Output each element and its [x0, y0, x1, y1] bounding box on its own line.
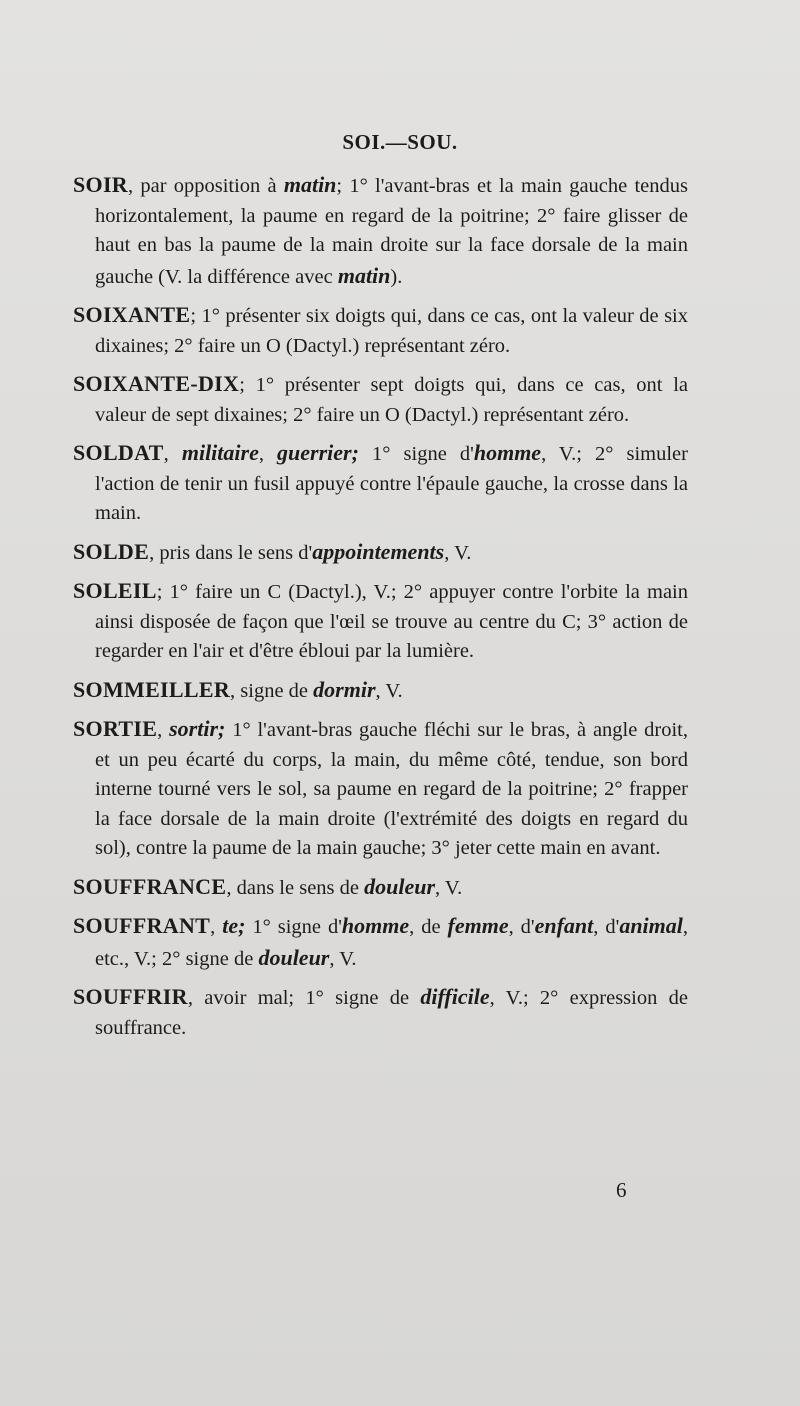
headword: SOLDE — [73, 538, 150, 564]
definition-text: , etc., V.; 2° signe de — [95, 916, 689, 970]
cross-reference-term: femme — [447, 913, 509, 938]
definition-text: , d' — [593, 916, 620, 938]
headword: SOUFFRANT — [73, 913, 211, 938]
headword: SOUFFRIR — [73, 984, 188, 1009]
definition-text: , V. — [375, 679, 403, 702]
definition-text: , V. — [444, 541, 472, 564]
definition-text: 1° signe d' — [245, 916, 342, 938]
definition-text: , — [157, 719, 170, 741]
cross-reference-term: douleur — [364, 873, 436, 899]
entry-souffrir — [73, 982, 688, 1043]
cross-reference-term: difficile — [420, 984, 490, 1009]
definition-text: ). — [390, 265, 403, 288]
headword: SOIXANTE-DIX — [73, 371, 240, 396]
entry-list — [73, 170, 688, 1051]
cross-reference-term: sortir; — [169, 716, 226, 741]
definition-text: ; 1° présenter sept doigts qui, dans ce cas, ont la valeur de sept dixaines; 2° faire un O (Dactyl.) représentant zéro. — [95, 374, 688, 426]
cross-reference-term: appointements — [312, 538, 445, 564]
definition-text: , dans le sens de — [226, 876, 365, 899]
definition-text: ; 1° l'avant-bras et la main gauche tendus horizontalement, la paume en regard de la poitrine; 2° faire glisser de haut en bas la paume de la main droite sur la face dorsale de la main gauche (V. la différence avec — [95, 175, 688, 288]
definition-text: 1° l'avant-bras gauche fléchi sur le bras, à angle droit, et un peu écarté du corps, la main, du même côté, tendue, son bord interne tourné vers le sol, sa paume en regard de la poitrine; 2° frapper la face dorsale de la main droite (l'extrémité des doigts en regard du sol), contre la paume de la main gauche; 3° jeter cette main en avant. — [95, 719, 688, 859]
entry-soldat — [73, 438, 688, 529]
cross-reference-term: homme — [473, 440, 542, 465]
definition-text: , V.; 2° simuler l'action de tenir un fusil appuyé contre l'épaule gauche, la crosse dans la main. — [95, 443, 688, 524]
headword: SORTIE — [73, 716, 158, 741]
definition-text: , V. — [435, 876, 463, 899]
headword: SOUFFRANCE — [73, 873, 227, 899]
cross-reference-term: matin — [337, 262, 391, 288]
definition-text: , par opposition à — [128, 175, 284, 197]
headword: SOMMEILLER — [73, 676, 231, 702]
entry-solde — [73, 537, 688, 569]
headword: SOLEIL — [73, 578, 157, 603]
definition-text: , signe de — [230, 679, 314, 702]
cross-reference-term: te; — [222, 913, 246, 938]
cross-reference-term: enfant — [534, 913, 594, 938]
cross-reference-term: matin — [283, 172, 337, 197]
definition-text: ; 1° faire un C (Dactyl.), V.; 2° appuyer contre l'orbite la main ainsi disposée de façon que l'œil se trouve au centre du C; 3° action de regarder en l'air et d'être ébloui par la lumière. — [95, 581, 688, 662]
entry-souffrant — [73, 911, 688, 974]
definition-text: ; 1° présenter six doigts qui, dans ce cas, ont la valeur de six dixaines; 2° faire un O (Dactyl.) représentant zéro. — [95, 305, 688, 357]
definition-text: , — [258, 443, 278, 465]
definition-text: , de — [409, 916, 448, 938]
entry-sommeiller — [73, 675, 688, 707]
entry-sortie — [73, 714, 688, 864]
definition-text: , V.; 2° expression de souffrance. — [95, 987, 688, 1039]
definition-text: , — [163, 443, 182, 465]
definition-text: , V. — [329, 947, 357, 970]
cross-reference-term: animal — [619, 913, 683, 938]
cross-reference-term: dormir — [313, 676, 376, 702]
entry-soleil — [73, 576, 688, 667]
entry-souffrance — [73, 872, 688, 904]
running-header: SOI.—SOU. — [342, 130, 458, 154]
cross-reference-term: militaire — [181, 440, 259, 465]
headword: SOLDAT — [73, 440, 164, 465]
cross-reference-term: guerrier; — [277, 440, 359, 465]
page-number: 6 — [616, 1178, 627, 1202]
definition-text: 1° signe d' — [358, 443, 474, 465]
headword: SOIXANTE — [73, 302, 191, 327]
definition-text: , d' — [508, 916, 535, 938]
entry-soixante — [73, 300, 688, 361]
entry-soixante-dix — [73, 369, 688, 430]
headword: SOIR — [73, 172, 128, 197]
definition-text: , avoir mal; 1° signe de — [187, 987, 421, 1009]
cross-reference-term: homme — [341, 913, 410, 938]
definition-text: , — [210, 916, 223, 938]
entry-soir — [73, 170, 688, 292]
definition-text: , pris dans le sens d' — [149, 541, 313, 564]
cross-reference-term: douleur — [258, 944, 330, 970]
